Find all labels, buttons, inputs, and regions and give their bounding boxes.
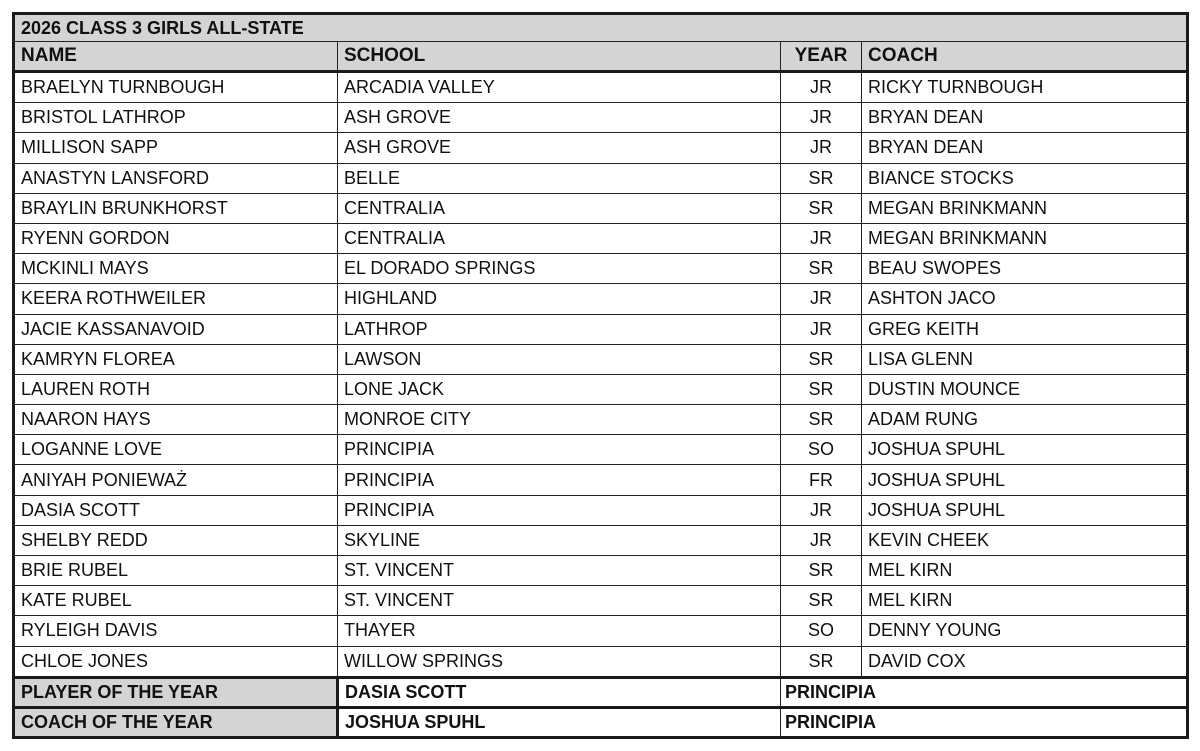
player-school: PRINCIPIA	[338, 435, 781, 465]
player-school: EL DORADO SPRINGS	[338, 254, 781, 284]
player-name: DASIA SCOTT	[14, 495, 338, 525]
player-school: SKYLINE	[338, 525, 781, 555]
award-label: COACH OF THE YEAR	[14, 707, 338, 737]
table-row	[14, 616, 1188, 646]
table-row	[14, 495, 1188, 525]
player-school: HIGHLAND	[338, 284, 781, 314]
player-name: RYENN GORDON	[14, 223, 338, 253]
player-year: JR	[781, 133, 862, 163]
title-row	[14, 14, 1188, 42]
player-year: SR	[781, 254, 862, 284]
player-year: SR	[781, 405, 862, 435]
header-coach: COACH	[862, 42, 1188, 72]
player-coach: MEL KIRN	[862, 556, 1188, 586]
player-name: BRAYLIN BRUNKHORST	[14, 193, 338, 223]
player-name: KATE RUBEL	[14, 586, 338, 616]
player-name: BRAELYN TURNBOUGH	[14, 72, 338, 103]
player-year: SR	[781, 374, 862, 404]
player-name: KAMRYN FLOREA	[14, 344, 338, 374]
award-row	[14, 677, 1188, 707]
table-row	[14, 525, 1188, 555]
player-name: MILLISON SAPP	[14, 133, 338, 163]
player-school: ARCADIA VALLEY	[338, 72, 781, 103]
player-name: LAUREN ROTH	[14, 374, 338, 404]
player-name: MCKINLI MAYS	[14, 254, 338, 284]
player-school: LAWSON	[338, 344, 781, 374]
player-name: JACIE KASSANAVOID	[14, 314, 338, 344]
player-name: NAARON HAYS	[14, 405, 338, 435]
player-year: JR	[781, 495, 862, 525]
player-year: FR	[781, 465, 862, 495]
table-row	[14, 344, 1188, 374]
player-coach: KEVIN CHEEK	[862, 525, 1188, 555]
player-coach: DAVID COX	[862, 646, 1188, 677]
player-name: LOGANNE LOVE	[14, 435, 338, 465]
player-school: PRINCIPIA	[338, 495, 781, 525]
award-school: PRINCIPIA	[781, 677, 1188, 707]
player-coach: BIANCE STOCKS	[862, 163, 1188, 193]
player-coach: BRYAN DEAN	[862, 103, 1188, 133]
player-coach: JOSHUA SPUHL	[862, 465, 1188, 495]
player-school: WILLOW SPRINGS	[338, 646, 781, 677]
player-coach: ADAM RUNG	[862, 405, 1188, 435]
table-row	[14, 405, 1188, 435]
header-name: NAME	[14, 42, 338, 72]
player-coach: MEGAN BRINKMANN	[862, 223, 1188, 253]
player-school: MONROE CITY	[338, 405, 781, 435]
player-year: JR	[781, 314, 862, 344]
award-rows	[14, 677, 1188, 737]
player-year: SR	[781, 163, 862, 193]
player-coach: DUSTIN MOUNCE	[862, 374, 1188, 404]
player-name: BRISTOL LATHROP	[14, 103, 338, 133]
table-row	[14, 163, 1188, 193]
all-state-document	[12, 12, 1186, 739]
player-school: BELLE	[338, 163, 781, 193]
player-year: SR	[781, 556, 862, 586]
table-row	[14, 193, 1188, 223]
player-school: ST. VINCENT	[338, 586, 781, 616]
table-row	[14, 223, 1188, 253]
player-school: ASH GROVE	[338, 133, 781, 163]
table-title: 2026 CLASS 3 GIRLS ALL-STATE	[14, 14, 1188, 42]
table-row	[14, 314, 1188, 344]
player-school: LATHROP	[338, 314, 781, 344]
player-school: CENTRALIA	[338, 223, 781, 253]
all-state-table	[12, 12, 1189, 739]
player-year: JR	[781, 223, 862, 253]
award-label: PLAYER OF THE YEAR	[14, 677, 338, 707]
table-row	[14, 646, 1188, 677]
player-coach: JOSHUA SPUHL	[862, 495, 1188, 525]
table-row	[14, 435, 1188, 465]
table-row	[14, 133, 1188, 163]
player-coach: MEL KIRN	[862, 586, 1188, 616]
award-school: PRINCIPIA	[781, 707, 1188, 737]
player-coach: MEGAN BRINKMANN	[862, 193, 1188, 223]
table-row	[14, 72, 1188, 103]
header-school: SCHOOL	[338, 42, 781, 72]
player-year: SR	[781, 586, 862, 616]
player-year: JR	[781, 284, 862, 314]
player-coach: BRYAN DEAN	[862, 133, 1188, 163]
table-row	[14, 254, 1188, 284]
player-name: KEERA ROTHWEILER	[14, 284, 338, 314]
table-row	[14, 284, 1188, 314]
player-school: CENTRALIA	[338, 193, 781, 223]
player-year: SO	[781, 616, 862, 646]
player-name: SHELBY REDD	[14, 525, 338, 555]
player-year: JR	[781, 103, 862, 133]
player-coach: JOSHUA SPUHL	[862, 435, 1188, 465]
header-year: YEAR	[781, 42, 862, 72]
player-school: THAYER	[338, 616, 781, 646]
player-coach: BEAU SWOPES	[862, 254, 1188, 284]
player-coach: LISA GLENN	[862, 344, 1188, 374]
table-row	[14, 556, 1188, 586]
player-coach: DENNY YOUNG	[862, 616, 1188, 646]
player-name: ANASTYN LANSFORD	[14, 163, 338, 193]
player-school: ASH GROVE	[338, 103, 781, 133]
player-name: RYLEIGH DAVIS	[14, 616, 338, 646]
award-person: JOSHUA SPUHL	[338, 707, 781, 737]
table-row	[14, 465, 1188, 495]
player-coach: RICKY TURNBOUGH	[862, 72, 1188, 103]
player-year: SR	[781, 193, 862, 223]
player-school: ST. VINCENT	[338, 556, 781, 586]
player-year: JR	[781, 72, 862, 103]
player-name: ANIYAH PONIEWAŻ	[14, 465, 338, 495]
table-row	[14, 103, 1188, 133]
player-school: PRINCIPIA	[338, 465, 781, 495]
player-year: SO	[781, 435, 862, 465]
player-year: SR	[781, 344, 862, 374]
player-year: JR	[781, 525, 862, 555]
player-year: SR	[781, 646, 862, 677]
header-row	[14, 42, 1188, 72]
player-coach: GREG KEITH	[862, 314, 1188, 344]
player-coach: ASHTON JACO	[862, 284, 1188, 314]
player-name: CHLOE JONES	[14, 646, 338, 677]
player-rows	[14, 72, 1188, 678]
award-row	[14, 707, 1188, 737]
player-school: LONE JACK	[338, 374, 781, 404]
award-person: DASIA SCOTT	[338, 677, 781, 707]
table-row	[14, 374, 1188, 404]
player-name: BRIE RUBEL	[14, 556, 338, 586]
table-row	[14, 586, 1188, 616]
